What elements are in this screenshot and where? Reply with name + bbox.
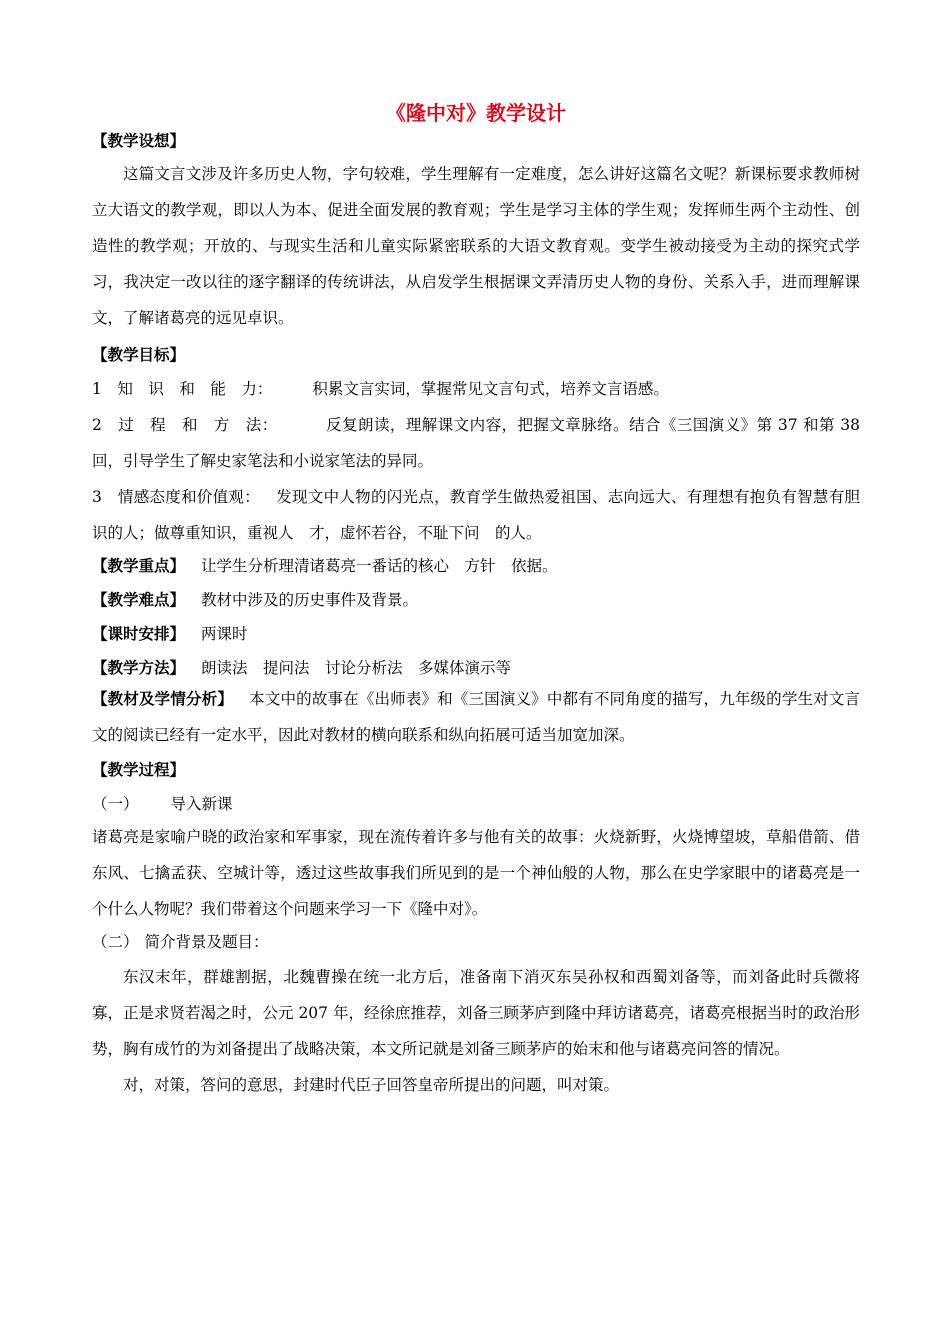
analysis-paragraph (92, 681, 860, 753)
goal-item-2-text: 反复朗读，理解课文内容，把握文章脉络。结合《三国演义》第 37 和第 38 回，引导学生了解史家笔法和小说家笔法的异同。 (92, 416, 860, 470)
step-2-row (92, 931, 860, 953)
method-text: 朗读法 提问法 讨论分析法 多媒体演示等 (201, 659, 512, 677)
document-page (92, 96, 860, 1103)
step-1-label: （一） (92, 795, 139, 813)
heading-key-point: 【教学重点】 (92, 557, 186, 575)
goal-item-3-text: 发现文中人物的闪光点，教育学生做热爱祖国、志向远大、有理想有抱负有智慧有胆识的人；做尊重知识，重视人 才，虚怀若谷，不耻下问 的人。 (92, 488, 860, 542)
heading-analysis: 【教材及学情分析】 (92, 690, 233, 708)
heading-schedule: 【课时安排】 (92, 625, 186, 643)
schedule-row (92, 623, 860, 645)
schedule-text: 两课时 (201, 625, 248, 643)
heading-difficulty: 【教学难点】 (92, 591, 186, 609)
difficulty-row (92, 589, 860, 611)
step-1-title: 导入新课 (170, 795, 233, 813)
goal-item-3 (92, 479, 860, 551)
step-1-text: 诸葛亮是家喻户晓的政治家和军事家，现在流传着许多与他有关的故事：火烧新野，火烧博望坡，草船借箭、借东风、七擒孟获、空城计等，透过这些故事我们所见到的是一个神仙般的人物，那么在史学家眼中的诸葛亮是一个什么人物呢？我们带着这个问题来学习一下《隆中对》。 (92, 828, 860, 918)
step-2-text: 东汉末年，群雄割据，北魏曹操在统一北方后，准备南下消灭东吴孙权和西蜀刘备等，而刘备此时兵微将寡，正是求贤若渴之时，公元 207 年，经徐庶推荐，刘备三顾茅庐到隆中拜访诸葛亮，诸葛亮根据当时的政治形势，胸有成竹的为刘备提出了战略决策，本文所记就是刘备三顾茅庐的始末和他与诸葛亮问答的情况。 (92, 968, 860, 1058)
key-point-row (92, 555, 860, 577)
step-2-note: 对，对策，答问的意思，封建时代臣子回答皇帝所提出的问题，叫对策。 (123, 1076, 620, 1094)
heading-teaching-process: 【教学过程】 (92, 761, 186, 779)
goal-item-3-label: 3 情感态度和价值观： (92, 488, 260, 506)
heading-teaching-idea: 【教学设想】 (92, 132, 186, 150)
document-title: 《隆中对》教学设计 (386, 101, 566, 125)
goal-item-1-text: 积累文言实词，掌握常见文言句式，培养文言语感。 (312, 380, 669, 398)
method-row (92, 657, 860, 679)
goal-item-2-label: 2 过 程 和 方 法： (92, 416, 278, 434)
step-2-label: （二） (92, 933, 139, 951)
teaching-idea-text: 这篇文言文涉及许多历史人物，字句较难，学生理解有一定难度，怎么讲好这篇名文呢？新课标要求教师树立大语文的教学观，即以人为本、促进全面发展的教育观；学生是学习主体的学生观；发挥师生两个主动性、创造性的教学观；开放的、与现实生活和儿童实际紧密联系的大语文教育观。变学生被动接受为主动的探究式学习，我决定一改以往的逐字翻译的传统讲法，从启发学生根据课文弄清历史人物的身份、关系入手，进而理解课文，了解诸葛亮的远见卓识。 (92, 165, 860, 327)
key-point-text: 让学生分析理清诸葛亮一番话的核心 方针 依据。 (201, 557, 558, 575)
heading-teaching-goals: 【教学目标】 (92, 346, 186, 364)
step-1-row (92, 793, 860, 815)
goal-item-1 (92, 371, 860, 407)
step-2-title: 简介背景及题目： (144, 933, 269, 951)
analysis-text: 本文中的故事在《出师表》和《三国演义》中都有不同角度的描写，九年级的学生对文言文的阅读已经有一定水平，因此对教材的横向联系和纵向拓展可适当加宽加深。 (92, 690, 860, 744)
goal-item-2 (92, 407, 860, 479)
heading-method: 【教学方法】 (92, 659, 186, 677)
difficulty-text: 教材中涉及的历史事件及背景。 (201, 591, 419, 609)
goal-item-1-label: 1 知 识 和 能 力： (92, 380, 273, 398)
